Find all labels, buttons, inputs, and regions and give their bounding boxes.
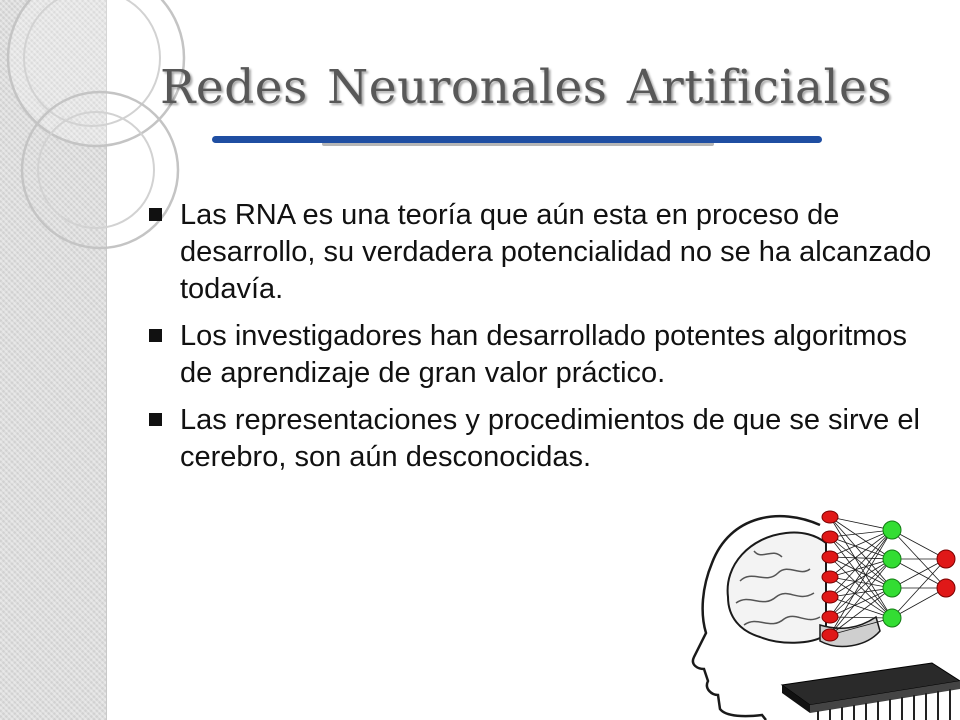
neural-network-icon xyxy=(822,511,955,641)
title-underline xyxy=(212,136,822,143)
square-bullet-icon xyxy=(149,413,162,426)
slide-title: Redes Neuronales Artificiales xyxy=(160,60,892,115)
bullet-list xyxy=(145,197,935,486)
bullet-item xyxy=(145,197,935,308)
brain-neural-network-illustration xyxy=(670,485,960,720)
bullet-item xyxy=(145,402,935,476)
bullet-text: Los investigadores han desarrollado potentes algoritmos de aprendizaje de gran valor práctico. xyxy=(180,320,908,389)
bullet-text: Las RNA es una teoría que aún esta en proceso de desarrollo, su verdadera potencialidad no se ha alcanzado todavía. xyxy=(180,199,932,305)
square-bullet-icon xyxy=(149,208,162,221)
bullet-text: Las representaciones y procedimientos de que se sirve el cerebro, son aún desconocidas. xyxy=(180,404,920,473)
square-bullet-icon xyxy=(149,329,162,342)
microchip-icon xyxy=(782,663,960,720)
bullet-item xyxy=(145,318,935,392)
